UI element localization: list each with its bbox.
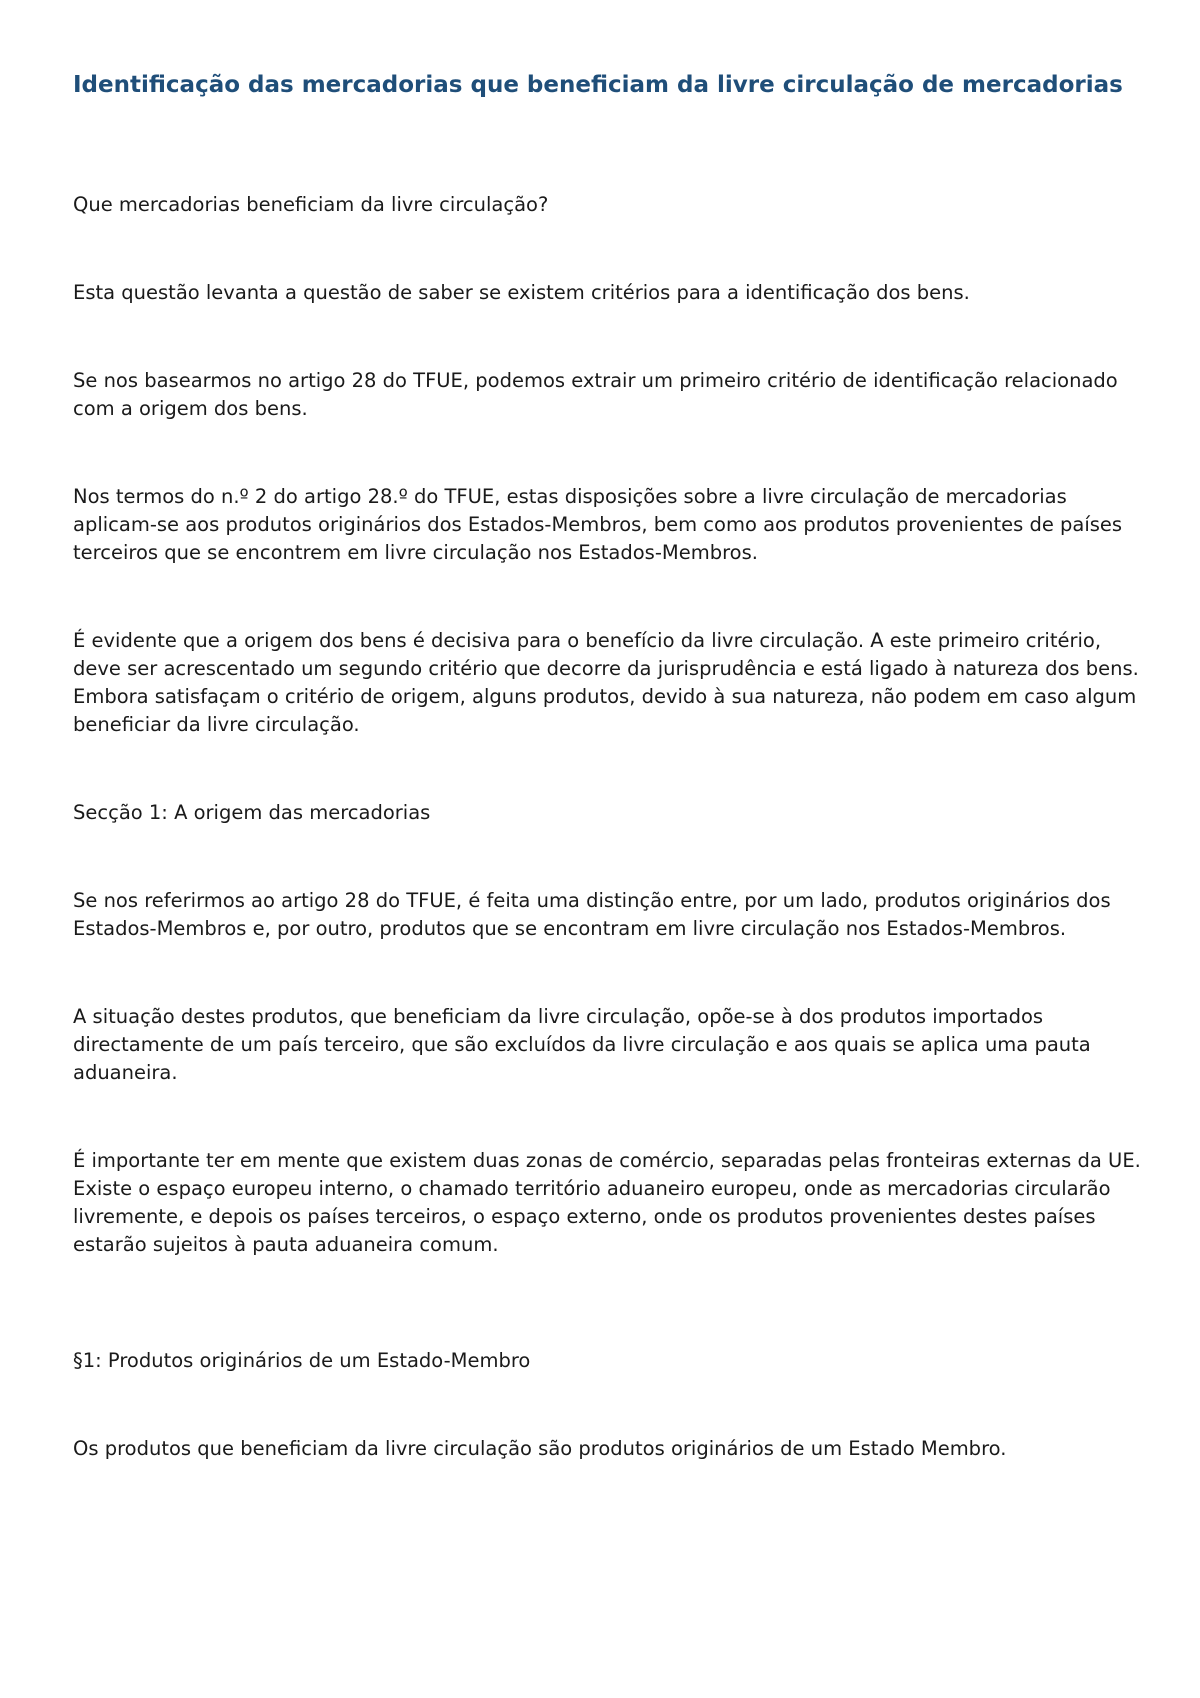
document-body [73, 191, 1143, 1463]
paragraph: É evidente que a origem dos bens é decisiva para o benefício da livre circulação. A este primeiro critério, deve ser acrescentado um segundo critério que decorre da jurisprudência e está ligado à natureza dos bens. Embora satisfaçam o critério de origem, alguns produtos, devido à sua natureza, não podem em caso algum beneficiar da livre circulação. [73, 629, 1139, 736]
subsection-heading: §1: Produtos originários de um Estado-Membro [73, 1349, 531, 1372]
paragraph: Se nos referirmos ao artigo 28 do TFUE, é feita uma distinção entre, por um lado, produtos originários dos Estados-Membros e, por outro, produtos que se encontram em livre circulação nos Estados-Membros. [73, 889, 1111, 940]
paragraph: Se nos basearmos no artigo 28 do TFUE, podemos extrair um primeiro critério de identificação relacionado com a origem dos bens. [73, 369, 1118, 420]
document-title: Identificação das mercadorias que beneficiam da livre circulação de mercadorias [73, 72, 1123, 98]
paragraph: Esta questão levanta a questão de saber se existem critérios para a identificação dos bens. [73, 281, 970, 304]
document-page [73, 70, 1143, 1523]
paragraph: Nos termos do n.º 2 do artigo 28.º do TFUE, estas disposições sobre a livre circulação de mercadorias aplicam-se aos produtos originários dos Estados-Membros, bem como aos produtos provenientes de países terceiros que se encontrem em livre circulação nos Estados-Membros. [73, 485, 1123, 564]
paragraph: Os produtos que beneficiam da livre circulação são produtos originários de um Estado Membro. [73, 1437, 1007, 1460]
paragraph: É importante ter em mente que existem duas zonas de comércio, separadas pelas fronteiras externas da UE. Existe o espaço europeu interno, o chamado território aduaneiro europeu, onde as mercadorias circularão livremente, e depois os países terceiros, o espaço externo, onde os produtos provenientes destes países estarão sujeitos à pauta aduaneira comum. [73, 1149, 1141, 1256]
paragraph: Que mercadorias beneficiam da livre circulação? [73, 193, 549, 216]
paragraph: A situação destes produtos, que beneficiam da livre circulação, opõe-se à dos produtos importados directamente de um país terceiro, que são excluídos da livre circulação e aos quais se aplica uma pauta aduaneira. [73, 1005, 1091, 1084]
section-heading: Secção 1: A origem das mercadorias [73, 801, 431, 824]
